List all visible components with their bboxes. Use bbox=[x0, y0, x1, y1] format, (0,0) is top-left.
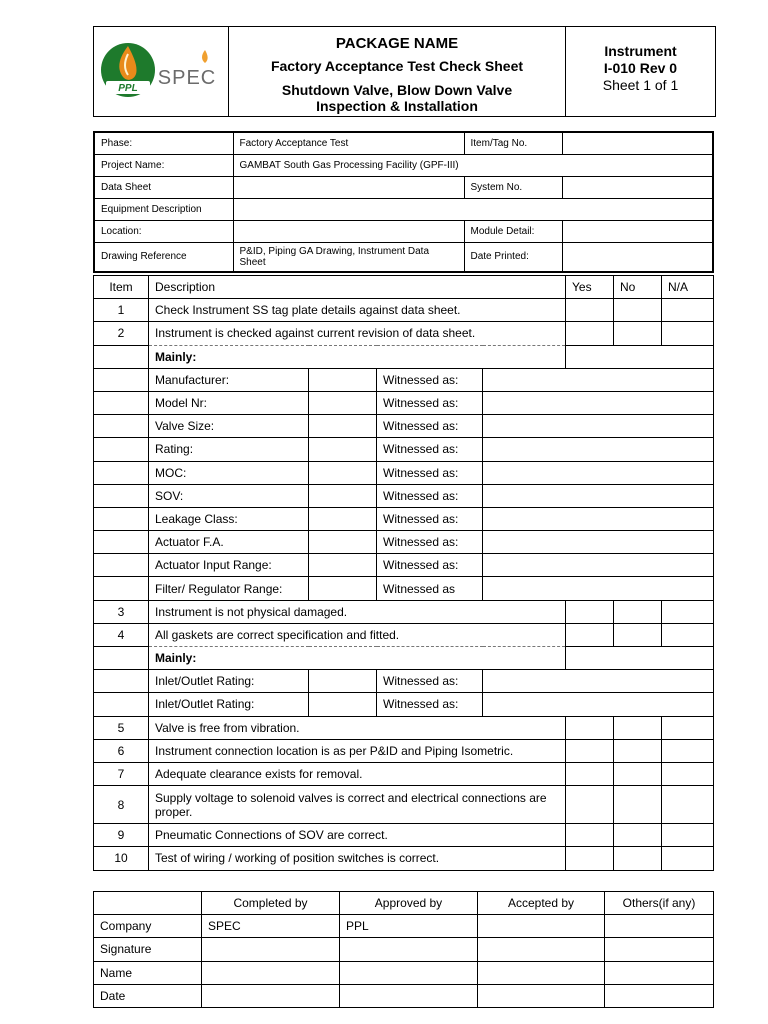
group2-witness-rows bbox=[94, 670, 714, 716]
check-row bbox=[94, 623, 714, 646]
witnessed-label: Witnessed as: bbox=[377, 368, 483, 391]
checklist-header-row bbox=[94, 276, 714, 299]
info-row-location bbox=[94, 220, 713, 242]
parameter-label: Leakage Class: bbox=[149, 507, 309, 530]
witnessed-label: Witnessed as: bbox=[377, 484, 483, 507]
signoff-row bbox=[94, 984, 714, 1007]
yes-cell[interactable] bbox=[566, 623, 614, 646]
parameter-value[interactable] bbox=[309, 507, 377, 530]
module-detail-value[interactable] bbox=[562, 220, 713, 242]
witness-row bbox=[94, 438, 714, 461]
checklist-table bbox=[93, 275, 714, 871]
parameter-value[interactable] bbox=[309, 484, 377, 507]
yes-cell[interactable] bbox=[566, 847, 614, 870]
location-label: Location: bbox=[94, 220, 233, 242]
parameter-label: Inlet/Outlet Rating: bbox=[149, 693, 309, 716]
yes-cell[interactable] bbox=[566, 824, 614, 847]
item-number: 8 bbox=[94, 786, 149, 824]
doc-number-cell bbox=[566, 27, 715, 116]
signoff-cell[interactable] bbox=[202, 938, 340, 961]
empty-item-cell bbox=[94, 693, 149, 716]
signoff-cell[interactable]: SPEC bbox=[202, 915, 340, 938]
na-cell[interactable] bbox=[662, 299, 714, 322]
witnessed-label: Witnessed as: bbox=[377, 415, 483, 438]
check-row bbox=[94, 716, 714, 739]
signoff-corner-cell bbox=[94, 892, 202, 915]
parameter-label: Inlet/Outlet Rating: bbox=[149, 670, 309, 693]
signoff-cell[interactable] bbox=[340, 984, 478, 1007]
no-cell[interactable] bbox=[614, 600, 662, 623]
item-number: 6 bbox=[94, 739, 149, 762]
witness-row bbox=[94, 531, 714, 554]
signoff-row-label: Date bbox=[94, 984, 202, 1007]
witness-row bbox=[94, 693, 714, 716]
empty-item-cell bbox=[94, 438, 149, 461]
company-logos bbox=[94, 27, 229, 116]
col-yes-header: Yes bbox=[566, 276, 614, 299]
item-description: All gaskets are correct specification and fitted. bbox=[149, 623, 566, 646]
signoff-cell[interactable] bbox=[605, 961, 714, 984]
witnessed-label: Witnessed as: bbox=[377, 693, 483, 716]
check-row bbox=[94, 739, 714, 762]
na-cell[interactable] bbox=[662, 623, 714, 646]
witnessed-value[interactable] bbox=[483, 484, 714, 507]
signoff-row-label: Signature bbox=[94, 938, 202, 961]
date-printed-label: Date Printed: bbox=[464, 242, 562, 272]
witnessed-label: Witnessed as: bbox=[377, 554, 483, 577]
logo-cell bbox=[94, 27, 229, 116]
subject-line-1: Shutdown Valve, Blow Down Valve bbox=[281, 82, 513, 98]
date-printed-value[interactable] bbox=[562, 242, 713, 272]
witnessed-label: Witnessed as: bbox=[377, 438, 483, 461]
item-number: 3 bbox=[94, 600, 149, 623]
yes-cell[interactable] bbox=[566, 322, 614, 345]
signoff-cell[interactable] bbox=[340, 961, 478, 984]
item-description: Instrument is not physical damaged. bbox=[149, 600, 566, 623]
info-row-project bbox=[94, 154, 713, 176]
col-no-header: No bbox=[614, 276, 662, 299]
check-row bbox=[94, 762, 714, 785]
yes-cell[interactable] bbox=[566, 716, 614, 739]
witnessed-value[interactable] bbox=[483, 391, 714, 414]
no-cell[interactable] bbox=[614, 322, 662, 345]
witnessed-label: Witnessed as bbox=[377, 577, 483, 600]
location-value[interactable] bbox=[233, 220, 464, 242]
signoff-row bbox=[94, 938, 714, 961]
parameter-value[interactable] bbox=[309, 438, 377, 461]
na-cell[interactable] bbox=[662, 322, 714, 345]
title-cell bbox=[229, 27, 566, 116]
info-row-drawing bbox=[94, 242, 713, 272]
witnessed-value[interactable] bbox=[483, 693, 714, 716]
signoff-cell[interactable] bbox=[202, 961, 340, 984]
mainly-response-cell bbox=[566, 647, 714, 670]
check-row bbox=[94, 786, 714, 824]
check-row bbox=[94, 824, 714, 847]
yes-cell[interactable] bbox=[566, 786, 614, 824]
doc-number: I-010 Rev 0 bbox=[603, 60, 678, 76]
check-row bbox=[94, 299, 714, 322]
witness-row bbox=[94, 391, 714, 414]
na-cell[interactable] bbox=[662, 824, 714, 847]
yes-cell[interactable] bbox=[566, 739, 614, 762]
signoff-cell[interactable] bbox=[478, 938, 605, 961]
witnessed-label: Witnessed as: bbox=[377, 461, 483, 484]
ppl-logo bbox=[101, 43, 155, 97]
phase-value[interactable]: Factory Acceptance Test bbox=[233, 132, 464, 154]
parameter-value[interactable] bbox=[309, 670, 377, 693]
yes-cell[interactable] bbox=[566, 762, 614, 785]
mainly-label: Mainly: bbox=[149, 345, 566, 368]
parameter-value[interactable] bbox=[309, 368, 377, 391]
col-item-header: Item bbox=[94, 276, 149, 299]
signoff-header-completed: Completed by bbox=[202, 892, 340, 915]
signoff-cell[interactable] bbox=[605, 984, 714, 1007]
parameter-value[interactable] bbox=[309, 554, 377, 577]
item-description: Supply voltage to solenoid valves is correct and electrical connections are proper. bbox=[149, 786, 566, 824]
system-no-value[interactable] bbox=[562, 176, 713, 198]
witnessed-value[interactable] bbox=[483, 577, 714, 600]
witnessed-value[interactable] bbox=[483, 368, 714, 391]
signoff-cell[interactable] bbox=[478, 984, 605, 1007]
empty-item-cell bbox=[94, 461, 149, 484]
parameter-label: Actuator Input Range: bbox=[149, 554, 309, 577]
witnessed-value[interactable] bbox=[483, 531, 714, 554]
no-cell[interactable] bbox=[614, 824, 662, 847]
witnessed-value[interactable] bbox=[483, 461, 714, 484]
empty-item-cell bbox=[94, 531, 149, 554]
empty-item-cell bbox=[94, 368, 149, 391]
ppl-logo-text: PPL bbox=[118, 83, 138, 94]
item-description: Test of wiring / working of position switches is correct. bbox=[149, 847, 566, 870]
parameter-value[interactable] bbox=[309, 531, 377, 554]
equipment-description-value[interactable] bbox=[233, 198, 713, 220]
drawing-reference-value[interactable]: P&ID, Piping GA Drawing, Instrument Data Sheet bbox=[233, 242, 464, 272]
spec-flame-icon bbox=[202, 50, 208, 63]
witnessed-value[interactable] bbox=[483, 670, 714, 693]
item-number: 2 bbox=[94, 322, 149, 345]
na-cell[interactable] bbox=[662, 847, 714, 870]
na-cell[interactable] bbox=[662, 739, 714, 762]
empty-item-cell bbox=[94, 577, 149, 600]
witness-row bbox=[94, 507, 714, 530]
signoff-cell[interactable]: PPL bbox=[340, 915, 478, 938]
signoff-cell[interactable] bbox=[478, 961, 605, 984]
group1-witness-rows bbox=[94, 368, 714, 600]
signoff-rows bbox=[94, 915, 714, 1008]
empty-item-cell bbox=[94, 670, 149, 693]
empty-item-cell bbox=[94, 647, 149, 670]
item-number: 5 bbox=[94, 716, 149, 739]
parameter-value[interactable] bbox=[309, 577, 377, 600]
mainly-label: Mainly: bbox=[149, 647, 566, 670]
parameter-label: MOC: bbox=[149, 461, 309, 484]
spec-logo-text: SPEC bbox=[157, 67, 217, 89]
info-row-phase bbox=[94, 132, 713, 154]
item-description: Instrument connection location is as per P&ID and Piping Isometric. bbox=[149, 739, 566, 762]
na-cell[interactable] bbox=[662, 716, 714, 739]
parameter-value[interactable] bbox=[309, 461, 377, 484]
parameter-label: Valve Size: bbox=[149, 415, 309, 438]
signoff-row-label: Company bbox=[94, 915, 202, 938]
witnessed-value[interactable] bbox=[483, 554, 714, 577]
project-name-label: Project Name: bbox=[94, 154, 233, 176]
signoff-cell[interactable] bbox=[605, 915, 714, 938]
witnessed-value[interactable] bbox=[483, 507, 714, 530]
mainly-row bbox=[94, 647, 714, 670]
signoff-cell[interactable] bbox=[340, 938, 478, 961]
witness-row bbox=[94, 484, 714, 507]
witnessed-value[interactable] bbox=[483, 438, 714, 461]
no-cell[interactable] bbox=[614, 762, 662, 785]
item-number: 4 bbox=[94, 623, 149, 646]
parameter-label: Rating: bbox=[149, 438, 309, 461]
parameter-label: Filter/ Regulator Range: bbox=[149, 577, 309, 600]
item-description: Instrument is checked against current revision of data sheet. bbox=[149, 322, 566, 345]
signoff-header-row bbox=[94, 892, 714, 915]
witness-row bbox=[94, 554, 714, 577]
witness-row bbox=[94, 577, 714, 600]
col-na-header: N/A bbox=[662, 276, 714, 299]
witnessed-label: Witnessed as: bbox=[377, 507, 483, 530]
na-cell[interactable] bbox=[662, 600, 714, 623]
document-header bbox=[93, 26, 716, 117]
item-description: Adequate clearance exists for removal. bbox=[149, 762, 566, 785]
witness-row bbox=[94, 461, 714, 484]
item-number: 10 bbox=[94, 847, 149, 870]
check-row bbox=[94, 600, 714, 623]
col-description-header: Description bbox=[149, 276, 566, 299]
module-detail-label: Module Detail: bbox=[464, 220, 562, 242]
phase-label: Phase: bbox=[94, 132, 233, 154]
item-number: 1 bbox=[94, 299, 149, 322]
empty-item-cell bbox=[94, 345, 149, 368]
item-number: 7 bbox=[94, 762, 149, 785]
system-no-label: System No. bbox=[464, 176, 562, 198]
parameter-value[interactable] bbox=[309, 415, 377, 438]
witness-row bbox=[94, 415, 714, 438]
witnessed-label: Witnessed as: bbox=[377, 670, 483, 693]
na-cell[interactable] bbox=[662, 762, 714, 785]
signoff-cell[interactable] bbox=[605, 938, 714, 961]
sheet-number: Sheet 1 of 1 bbox=[602, 77, 679, 93]
signoff-cell[interactable] bbox=[202, 984, 340, 1007]
doc-category: Instrument bbox=[604, 43, 677, 59]
no-cell[interactable] bbox=[614, 847, 662, 870]
empty-item-cell bbox=[94, 554, 149, 577]
item-description: Valve is free from vibration. bbox=[149, 716, 566, 739]
parameter-label: Manufacturer: bbox=[149, 368, 309, 391]
empty-item-cell bbox=[94, 391, 149, 414]
drawing-reference-label: Drawing Reference bbox=[94, 242, 233, 272]
signoff-header-accepted: Accepted by bbox=[478, 892, 605, 915]
item-number: 9 bbox=[94, 824, 149, 847]
signoff-row-label: Name bbox=[94, 961, 202, 984]
mainly-response-cell bbox=[566, 345, 714, 368]
item-description: Pneumatic Connections of SOV are correct. bbox=[149, 824, 566, 847]
no-cell[interactable] bbox=[614, 739, 662, 762]
na-cell[interactable] bbox=[662, 786, 714, 824]
no-cell[interactable] bbox=[614, 299, 662, 322]
signoff-row bbox=[94, 915, 714, 938]
project-name-value[interactable]: GAMBAT South Gas Processing Facility (GPF-III) bbox=[233, 154, 713, 176]
check-row bbox=[94, 322, 714, 345]
item-tag-value[interactable] bbox=[562, 132, 713, 154]
witness-row bbox=[94, 368, 714, 391]
data-sheet-value[interactable] bbox=[233, 176, 464, 198]
subject-line-2: Inspection & Installation bbox=[316, 98, 478, 114]
parameter-label: Model Nr: bbox=[149, 391, 309, 414]
yes-cell[interactable] bbox=[566, 299, 614, 322]
package-name: PACKAGE NAME bbox=[335, 35, 459, 52]
witnessed-label: Witnessed as: bbox=[377, 531, 483, 554]
project-info-table bbox=[93, 131, 714, 273]
empty-item-cell bbox=[94, 484, 149, 507]
empty-item-cell bbox=[94, 415, 149, 438]
witness-row bbox=[94, 670, 714, 693]
empty-item-cell bbox=[94, 507, 149, 530]
signoff-row bbox=[94, 961, 714, 984]
witnessed-value[interactable] bbox=[483, 415, 714, 438]
sheet-title: Factory Acceptance Test Check Sheet bbox=[270, 58, 524, 74]
mainly-row bbox=[94, 345, 714, 368]
info-row-equipment bbox=[94, 198, 713, 220]
signoff-cell[interactable] bbox=[478, 915, 605, 938]
yes-cell[interactable] bbox=[566, 600, 614, 623]
signoff-table bbox=[93, 891, 714, 1008]
item-tag-label: Item/Tag No. bbox=[464, 132, 562, 154]
no-cell[interactable] bbox=[614, 623, 662, 646]
parameter-label: SOV: bbox=[149, 484, 309, 507]
parameter-value[interactable] bbox=[309, 391, 377, 414]
spec-logo bbox=[158, 50, 216, 89]
signoff-header-others: Others(if any) bbox=[605, 892, 714, 915]
item-description: Check Instrument SS tag plate details against data sheet. bbox=[149, 299, 566, 322]
witnessed-label: Witnessed as: bbox=[377, 391, 483, 414]
subject-title bbox=[229, 82, 565, 114]
equipment-description-label: Equipment Description bbox=[94, 198, 233, 220]
parameter-label: Actuator F.A. bbox=[149, 531, 309, 554]
parameter-value[interactable] bbox=[309, 693, 377, 716]
check-row bbox=[94, 847, 714, 870]
no-cell[interactable] bbox=[614, 716, 662, 739]
info-row-datasheet bbox=[94, 176, 713, 198]
no-cell[interactable] bbox=[614, 786, 662, 824]
signoff-header-approved: Approved by bbox=[340, 892, 478, 915]
data-sheet-label: Data Sheet bbox=[94, 176, 233, 198]
